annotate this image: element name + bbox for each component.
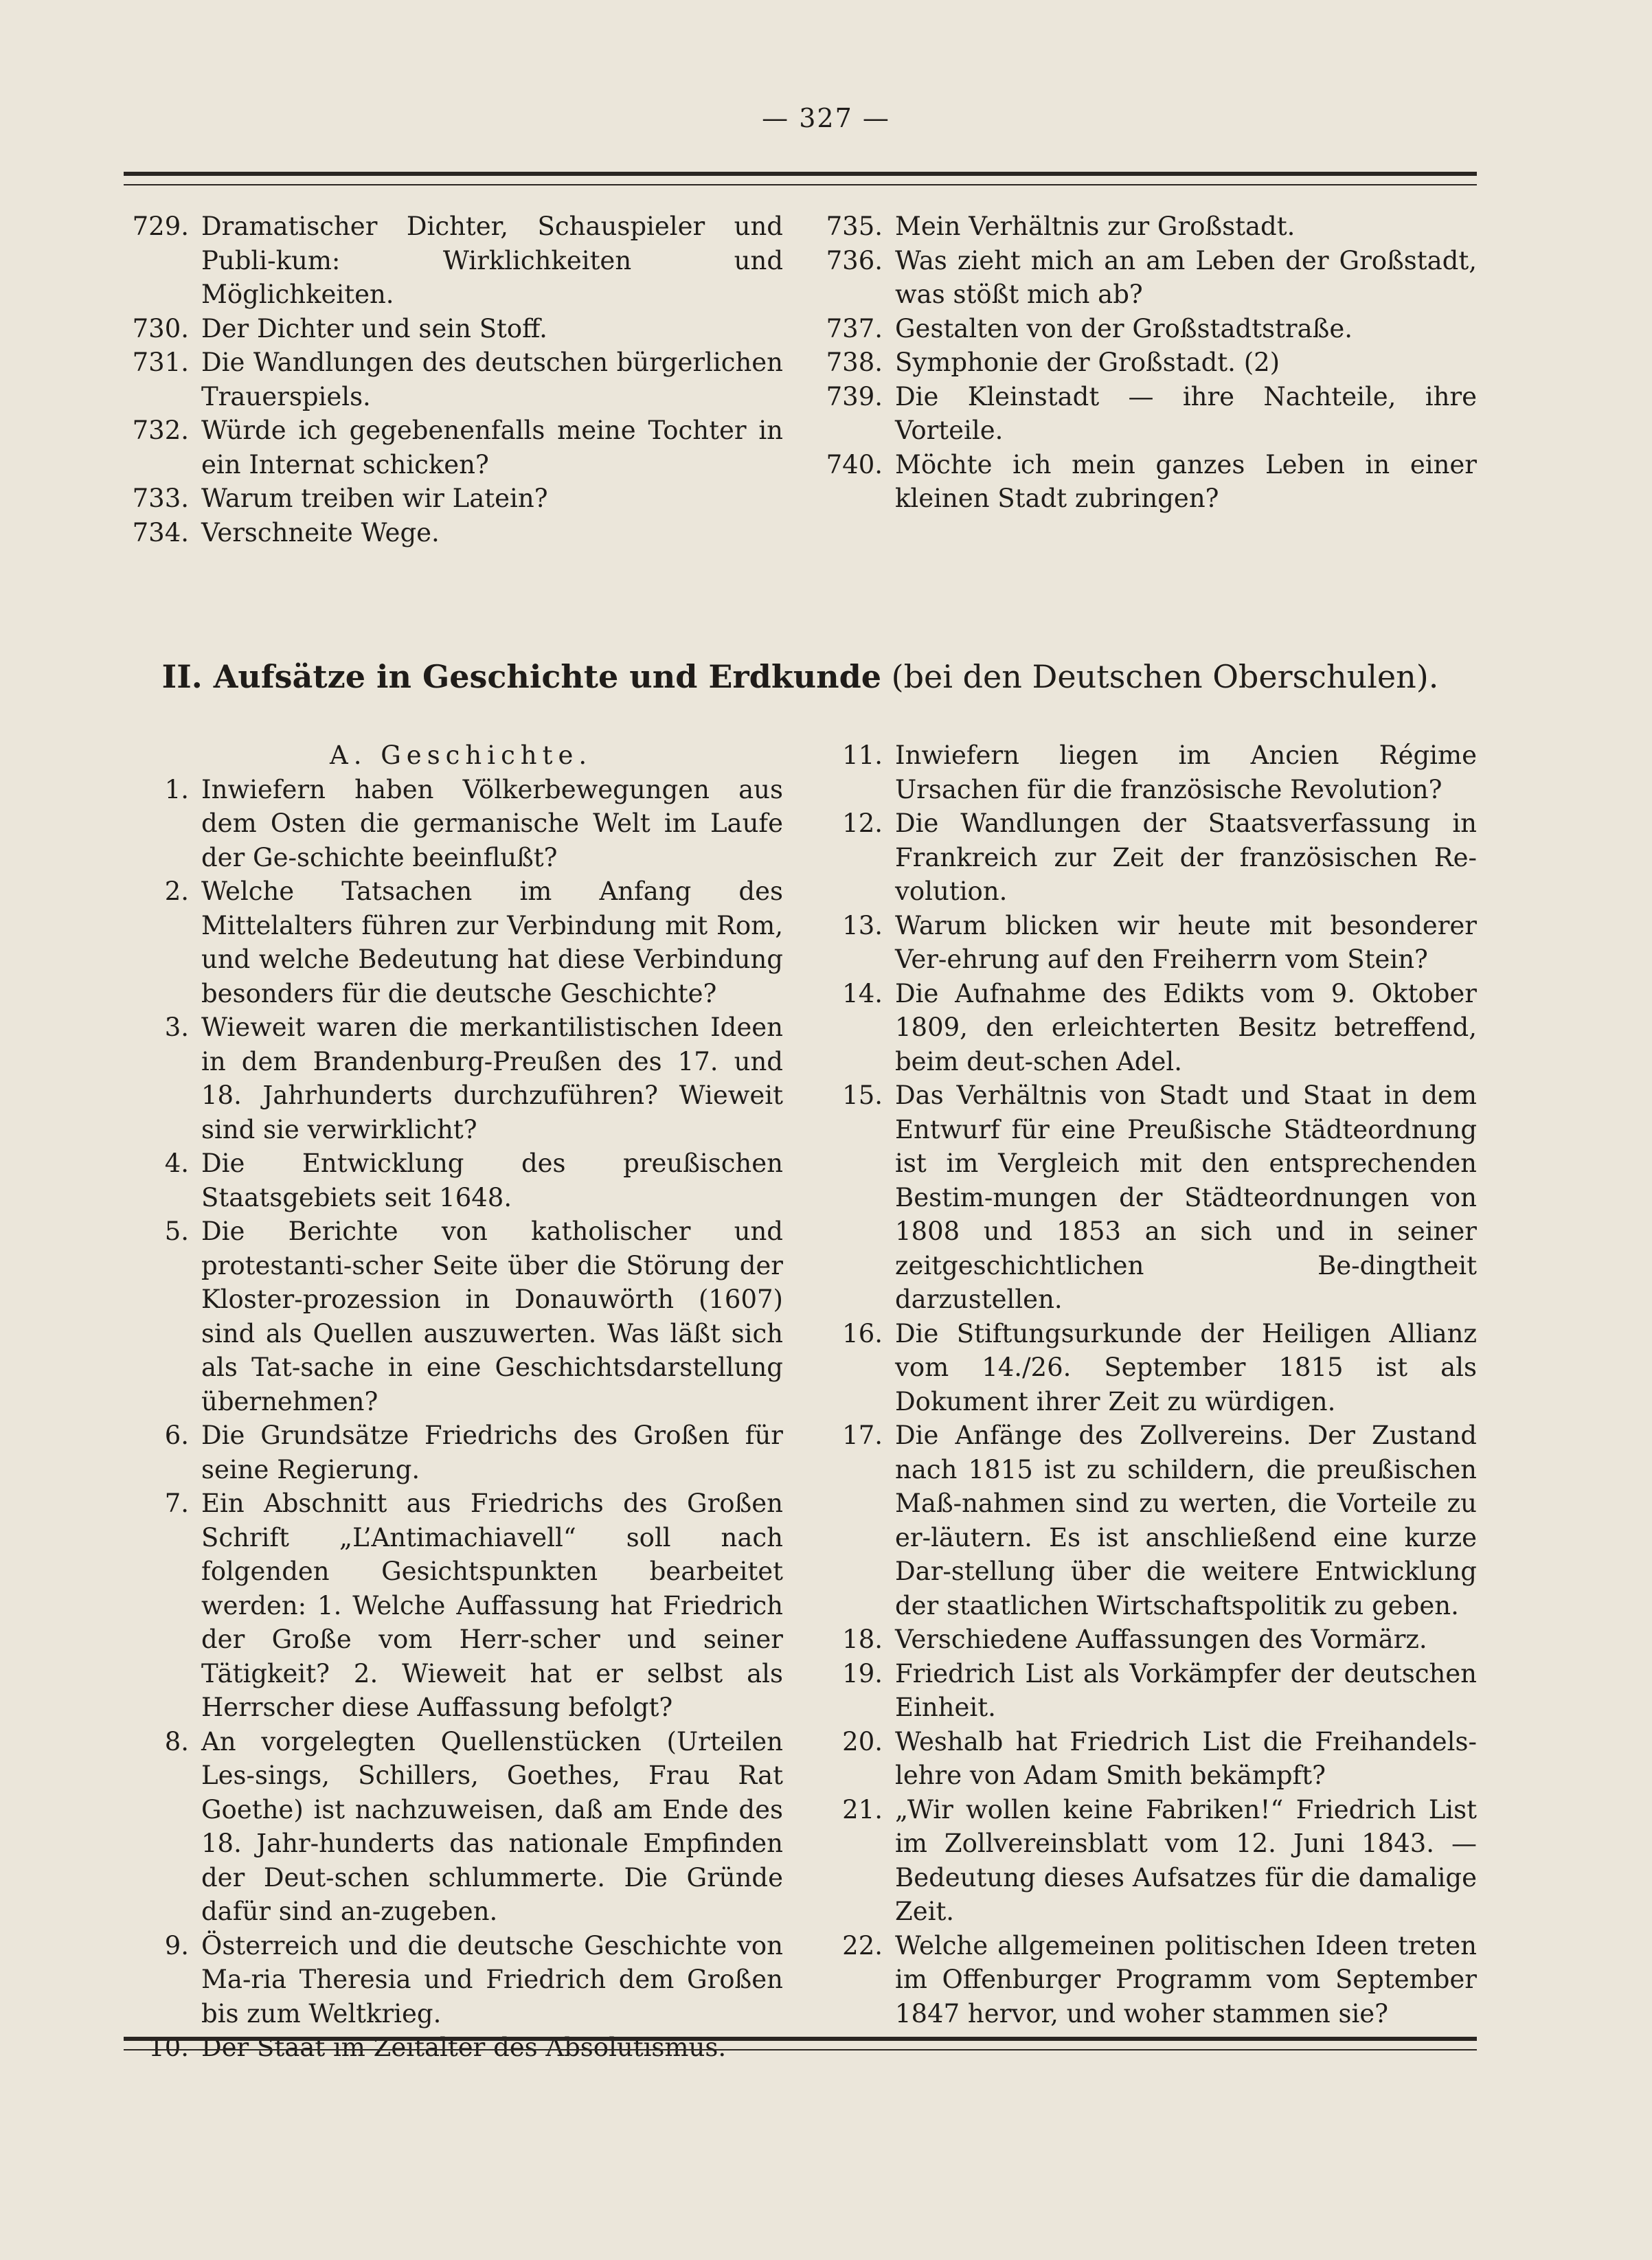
- item-number: 739.: [826, 381, 883, 411]
- list-item: [124, 1929, 783, 2031]
- item-number: 11.: [842, 741, 883, 770]
- list-item: [817, 1623, 1477, 1657]
- item-text: Die Stiftungsurkunde der Heiligen Allianz vom 14./26. September 1815 ist als Dokument ihrer Zeit zu würdigen.: [895, 1318, 1477, 1416]
- item-number: 4.: [164, 1149, 189, 1178]
- item-text: Österreich und die deutsche Geschichte von Ma-ria Theresia und Friedrich dem Großen bis zum Weltkrieg.: [201, 1930, 783, 2029]
- list-item: [817, 977, 1477, 1079]
- item-number: 729.: [132, 212, 189, 241]
- top-left-column: [124, 210, 783, 550]
- item-number: 21.: [842, 1794, 883, 1824]
- list-item: [817, 909, 1477, 977]
- item-text: Weshalb hat Friedrich List die Freihandels-lehre von Adam Smith bekämpft?: [895, 1726, 1477, 1790]
- top-columns: [124, 210, 1477, 550]
- list-item: [124, 1214, 783, 1419]
- list-item: [124, 516, 783, 550]
- bottom-left-list: [124, 773, 783, 2065]
- item-number: 18.: [842, 1625, 883, 1654]
- list-item: [817, 1317, 1477, 1419]
- item-text: „Wir wollen keine Fabriken!“ Friedrich List im Zollvereinsblatt vom 12. Juni 1843. — Bedeutung dieses Aufsatzes für die damalige Zeit.: [895, 1794, 1477, 1926]
- bottom-columns: [124, 738, 1477, 2065]
- item-text: Mein Verhältnis zur Großstadt.: [895, 212, 1295, 241]
- item-text: Inwiefern haben Völkerbewegungen aus dem Osten die germanische Welt im Laufe der Ge-schichte beeinflußt?: [201, 774, 783, 872]
- list-item: [817, 448, 1477, 516]
- bottom-left-column: [124, 738, 783, 2065]
- list-item: [817, 738, 1477, 806]
- list-item: [817, 210, 1477, 244]
- top-right-column: [817, 210, 1477, 550]
- item-text: Was zieht mich an am Leben der Großstadt, was stößt mich ab?: [895, 245, 1477, 309]
- item-text: Die Kleinstadt — ihre Nachteile, ihre Vorteile.: [895, 381, 1477, 445]
- item-text: Warum treiben wir Latein?: [201, 484, 548, 513]
- list-item: [124, 414, 783, 482]
- item-number: 1.: [164, 774, 189, 804]
- item-text: Friedrich List als Vorkämpfer der deutschen Einheit.: [895, 1658, 1477, 1722]
- item-number: 732.: [132, 416, 189, 445]
- item-number: 8.: [164, 1726, 189, 1756]
- list-item: [817, 1793, 1477, 1929]
- header-rule: [124, 172, 1477, 185]
- item-text: Ein Abschnitt aus Friedrichs des Großen Schrift „L’Antimachiavell“ soll nach folgenden Gesichtspunkten bearbeitet werden: 1. Welche Auffassung hat Friedrich der Große vom Herr-scher und seiner Tätigkeit? 2. Wieweit hat er selbst als Herrscher diese Auffassung befolgt?: [201, 1489, 783, 1722]
- item-text: Die Wandlungen der Staatsverfassung in Frankreich zur Zeit der französischen Re-volution.: [895, 809, 1477, 906]
- item-text: Die Aufnahme des Edikts vom 9. Oktober 1809, den erleichterten Besitz betreffend, beim deut-schen Adel.: [895, 978, 1477, 1076]
- item-number: 19.: [842, 1658, 883, 1688]
- item-number: 20.: [842, 1726, 883, 1756]
- item-text: Symphonie der Großstadt. (2): [895, 348, 1280, 377]
- item-text: Dramatischer Dichter, Schauspieler und Publi-kum: Wirklichkeiten und Möglichkeiten.: [201, 212, 783, 309]
- list-item: [817, 806, 1477, 909]
- item-number: 6.: [164, 1421, 189, 1450]
- item-text: Warum blicken wir heute mit besonderer Ver-ehrung auf den Freiherrn vom Stein?: [895, 910, 1477, 974]
- item-text: Die Wandlungen des deutschen bürgerlichen Trauerspiels.: [201, 348, 783, 411]
- item-number: 17.: [842, 1421, 883, 1450]
- list-item: [817, 380, 1477, 448]
- item-number: 10.: [148, 2033, 189, 2062]
- list-item: [124, 874, 783, 1010]
- item-text: An vorgelegten Quellenstücken (Urteilen Les-sings, Schillers, Goethes, Frau Rat Goethe) ist nachzuweisen, daß am Ende des 18. Jahr-hunderts das nationale Empfinden der Deut-schen schlummerte. Die Gründe dafür sind an-zugeben.: [201, 1726, 783, 1926]
- item-number: 733.: [132, 484, 189, 513]
- list-item: [124, 773, 783, 875]
- item-text: Die Grundsätze Friedrichs des Großen für seine Regierung.: [201, 1421, 783, 1484]
- list-item: [124, 1146, 783, 1214]
- item-number: 2.: [164, 877, 189, 906]
- list-item: [817, 244, 1477, 312]
- item-text: Der Dichter und sein Stoff.: [201, 313, 547, 343]
- item-number: 740.: [826, 449, 883, 479]
- item-number: 9.: [164, 1930, 189, 1960]
- list-item: [817, 1657, 1477, 1725]
- item-number: 736.: [826, 245, 883, 275]
- list-item: [817, 1078, 1477, 1317]
- item-number: 738.: [826, 348, 883, 377]
- subsection-heading: A. Geschichte.: [330, 741, 593, 770]
- list-item: [124, 1419, 783, 1487]
- item-text: Inwiefern liegen im Ancien Régime Ursachen für die französische Revolution?: [895, 741, 1477, 804]
- item-text: Die Anfänge des Zollvereins. Der Zustand nach 1815 ist zu schildern, die preußischen Maß-nahmen sind zu werten, die Vorteile zu er-läutern. Es ist anschließend eine kurze Dar-stellung über die weitere Entwicklung der staatlichen Wirtschaftspolitik zu geben.: [895, 1421, 1477, 1620]
- list-item: [124, 1725, 783, 1929]
- item-number: 16.: [842, 1318, 883, 1348]
- list-item: [124, 210, 783, 312]
- item-text: Die Berichte von katholischer und protestanti-scher Seite über die Störung der Kloster-prozession in Donauwörth (1607) sind als Quellen auszuwerten. Was läßt sich als Tat-sache in eine Geschichtsdarstellung übernehmen?: [201, 1217, 783, 1416]
- list-item: [124, 1487, 783, 1725]
- section-heading: [124, 656, 1477, 697]
- item-text: Wieweit waren die merkantilistischen Ideen in dem Brandenburg-Preußen des 17. und 18. Jahrhunderts durchzuführen? Wieweit sind sie verwirklicht?: [201, 1013, 783, 1144]
- list-item: [124, 312, 783, 346]
- item-number: 737.: [826, 313, 883, 343]
- footer-rule: [124, 2037, 1477, 2050]
- item-text: Möchte ich mein ganzes Leben in einer kleinen Stadt zubringen?: [895, 449, 1477, 513]
- item-number: 5.: [164, 1217, 189, 1246]
- item-text: Der Staat im Zeitalter des Absolutismus.: [201, 2033, 727, 2062]
- list-item: [817, 1419, 1477, 1623]
- section-title-bold: II. Aufsätze in Geschichte und Erdkunde: [161, 658, 882, 695]
- list-item: [817, 346, 1477, 380]
- item-number: 730.: [132, 313, 189, 343]
- item-text: Verschneite Wege.: [201, 517, 440, 547]
- item-number: 7.: [164, 1489, 189, 1518]
- item-number: 12.: [842, 809, 883, 838]
- list-item: [817, 1929, 1477, 2031]
- item-text: Gestalten von der Großstadtstraße.: [895, 313, 1353, 343]
- item-number: 3.: [164, 1013, 189, 1042]
- item-text: Verschiedene Auffassungen des Vormärz.: [895, 1625, 1427, 1654]
- item-number: 734.: [132, 517, 189, 547]
- section-title-rest: (bei den Deutschen Oberschulen).: [891, 658, 1439, 695]
- item-number: 13.: [842, 910, 883, 940]
- bottom-right-column: [817, 738, 1477, 2065]
- item-number: 735.: [826, 212, 883, 241]
- list-item: [124, 482, 783, 516]
- item-text: Würde ich gegebenenfalls meine Tochter in ein Internat schicken?: [201, 416, 783, 479]
- list-item: [124, 346, 783, 414]
- page-number: — 327 —: [762, 103, 890, 133]
- item-text: Das Verhältnis von Stadt und Staat in dem Entwurf für eine Preußische Städteordnung ist im Vergleich mit den entsprechenden Bestim-mungen der Städteordnungen von 1808 und 1853 an sich und in seiner zeitgeschichtlichen Be-dingtheit darzustellen.: [895, 1081, 1477, 1314]
- item-text: Welche allgemeinen politischen Ideen treten im Offenburger Programm vom September 1847 hervor, und woher stammen sie?: [895, 1930, 1477, 2029]
- item-number: 731.: [132, 348, 189, 377]
- item-text: Die Entwicklung des preußischen Staatsgebiets seit 1648.: [201, 1149, 783, 1212]
- list-item: [817, 1725, 1477, 1793]
- item-number: 14.: [842, 978, 883, 1008]
- list-item: [817, 312, 1477, 346]
- item-number: 22.: [842, 1930, 883, 1960]
- item-text: Welche Tatsachen im Anfang des Mittelalters führen zur Verbindung mit Rom, und welche Bedeutung hat diese Verbindung besonders für die deutsche Geschichte?: [201, 877, 783, 1008]
- list-item: [124, 1010, 783, 1146]
- item-number: 15.: [842, 1081, 883, 1110]
